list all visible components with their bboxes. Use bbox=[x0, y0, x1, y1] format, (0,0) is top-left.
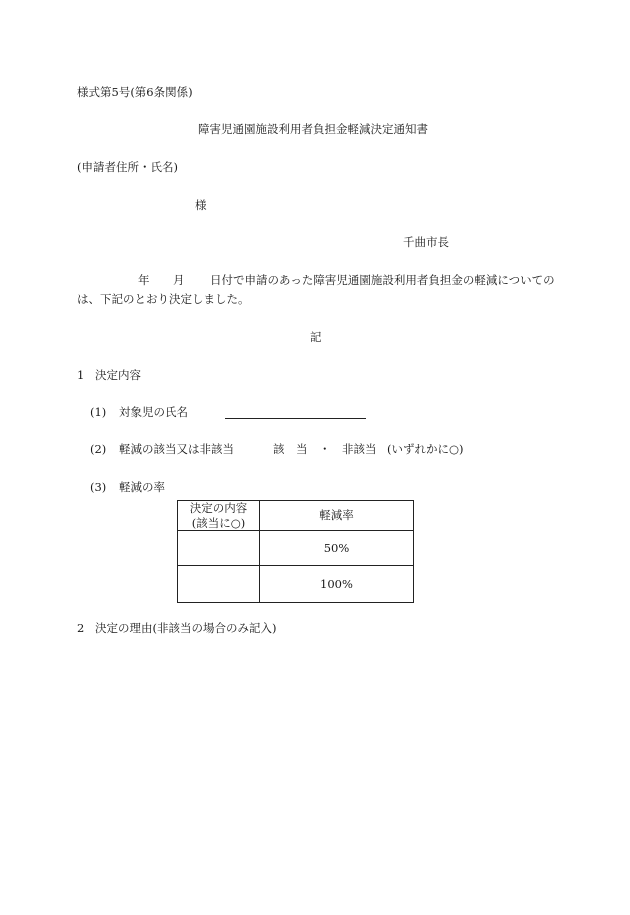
item2-options: 該 当 ・ 非該当 bbox=[273, 442, 377, 456]
honorific-sama: 様 bbox=[195, 198, 207, 212]
applicant-label: (申請者住所・氏名) bbox=[77, 160, 178, 174]
body-line-2: は、下記のとおり決定しました。 bbox=[77, 292, 250, 306]
table-cell-decision[interactable] bbox=[178, 531, 260, 566]
table-row bbox=[178, 531, 414, 566]
item3-label: 軽減の率 bbox=[119, 480, 165, 494]
table-header-row bbox=[178, 501, 414, 531]
section2-title: 決定の理由(非該当の場合のみ記入) bbox=[95, 621, 277, 635]
table-row bbox=[178, 566, 414, 603]
item1-number: (1) bbox=[90, 405, 107, 419]
year-label: 年 bbox=[138, 273, 150, 287]
section1-title: 決定内容 bbox=[95, 368, 141, 382]
table-header-decision bbox=[178, 501, 260, 531]
item2-note: (いずれかに○) bbox=[387, 442, 464, 456]
reduction-rate-table bbox=[177, 500, 414, 603]
document-title: 障害児通園施設利用者負担金軽減決定通知書 bbox=[198, 122, 428, 136]
section1-number: 1 bbox=[77, 368, 85, 382]
table-cell-decision[interactable] bbox=[178, 566, 260, 603]
table-cell-rate: 100% bbox=[260, 566, 414, 603]
item1-label: 対象児の氏名 bbox=[119, 405, 188, 419]
section2-number: 2 bbox=[77, 621, 85, 635]
month-label: 月 bbox=[173, 273, 185, 287]
table-header-decision-line1: 決定の内容 bbox=[189, 501, 248, 516]
ki-heading: 記 bbox=[310, 330, 322, 344]
body-line-1: 日付で申請のあった障害児通園施設利用者負担金の軽減についての bbox=[210, 273, 555, 287]
item2-number: (2) bbox=[90, 442, 107, 456]
child-name-blank-line bbox=[225, 418, 366, 419]
issuer-name: 千曲市長 bbox=[403, 235, 449, 249]
table-header-rate: 軽減率 bbox=[260, 501, 414, 531]
item2-label: 軽減の該当又は非該当 bbox=[119, 442, 234, 456]
table-header-decision-line2: (該当に○) bbox=[191, 515, 246, 530]
table-cell-rate: 50% bbox=[260, 531, 414, 566]
item3-number: (3) bbox=[90, 480, 107, 494]
form-number: 様式第5号(第6条関係) bbox=[77, 85, 193, 99]
